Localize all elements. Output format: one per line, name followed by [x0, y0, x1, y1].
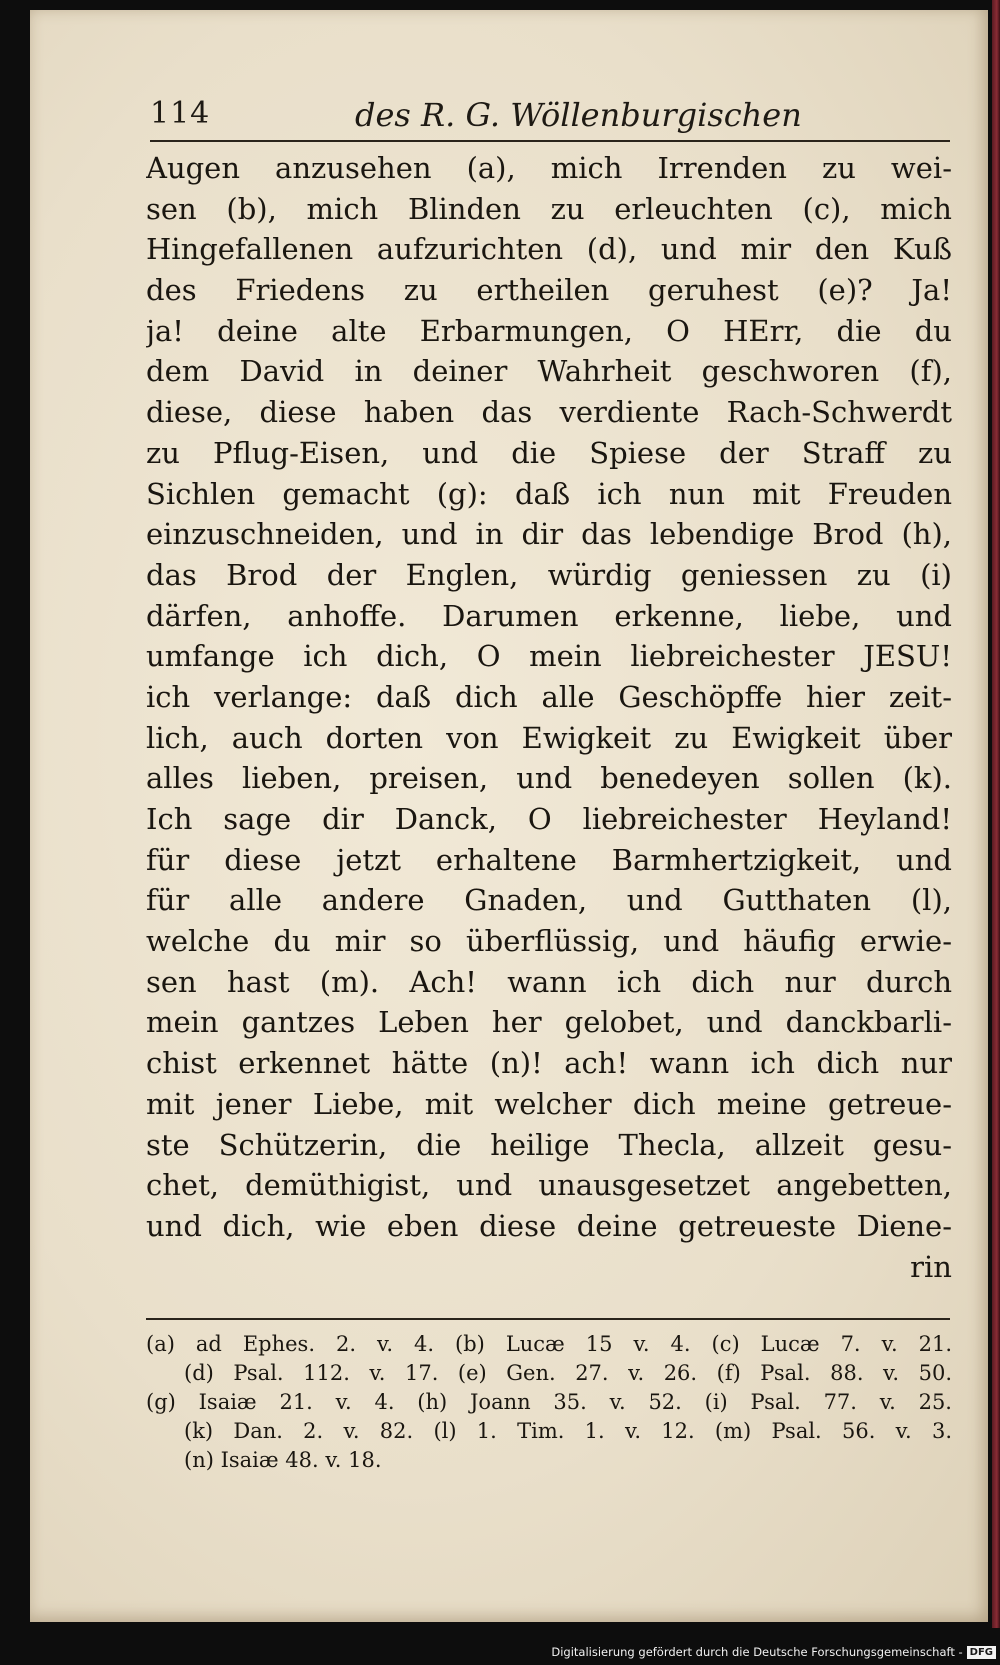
text-line: lich, auch dorten von Ewigkeit zu Ewigkeit über	[146, 720, 952, 755]
text-line: sen (b), mich Blinden zu erleuchten (c), mich	[146, 191, 952, 226]
text-line: einzuschneiden, und in dir das lebendige Brod (h),	[146, 517, 952, 552]
header-rule	[150, 140, 950, 142]
book-edge	[992, 0, 1000, 1628]
text-line: Ich sage dir Danck, O liebreichester Heyland!	[146, 802, 952, 836]
text-line: Sichlen gemacht (g): daß ich nun mit Freuden	[146, 476, 952, 511]
footnote-line: (k) Dan. 2. v. 82. (l) 1. Tim. 1. v. 12. (m) Psal. 56. v. 3.	[184, 1419, 952, 1443]
text-line: für diese jetzt erhaltene Barmhertzigkeit, und	[146, 842, 952, 877]
footnote-rule	[146, 1318, 950, 1320]
body-text	[146, 148, 952, 1287]
text-line: chist erkennet hätte (n)! ach! wann ich dich nur	[146, 1046, 952, 1081]
footnote-line: (n) Isaiæ 48. v. 18.	[184, 1448, 382, 1472]
text-line: alles lieben, preisen, und benedeyen sollen (k).	[146, 761, 952, 796]
text-line: des Friedens zu ertheilen geruhest (e)? Ja!	[146, 273, 952, 308]
text-line: ja! deine alte Erbarmungen, O HErr, die du	[146, 313, 952, 348]
page-number: 114	[150, 96, 211, 131]
page-header	[150, 96, 950, 140]
text-line: und dich, wie eben diese deine getreueste Diene-	[146, 1208, 952, 1243]
running-head: des R. G. Wöllenburgischen	[355, 96, 802, 134]
text-line: umfange ich dich, O mein liebreichester JESU!	[146, 639, 952, 674]
footnotes	[146, 1330, 952, 1475]
text-line: diese, diese haben das verdiente Rach-Schwerdt	[146, 395, 952, 430]
text-line: das Brod der Englen, würdig geniessen zu (i)	[146, 557, 952, 592]
footnote-line: (g) Isaiæ 21. v. 4. (h) Joann 35. v. 52. (i) Psal. 77. v. 25.	[146, 1390, 952, 1414]
text-line: Augen anzusehen (a), mich Irrenden zu wei-	[146, 151, 952, 185]
credit-text: Digitalisierung gefördert durch die Deutsche Forschungsgemeinschaft -	[551, 1645, 963, 1659]
text-line: dem David in deiner Wahrheit geschworen (f),	[146, 354, 952, 389]
text-line: für alle andere Gnaden, und Gutthaten (l),	[146, 883, 952, 918]
text-line: därfen, anhoffe. Darumen erkenne, liebe, und	[146, 598, 952, 633]
text-line: sen hast (m). Ach! wann ich dich nur durch	[146, 964, 952, 999]
text-line: mit jener Liebe, mit welcher dich meine getreue-	[146, 1086, 952, 1121]
text-line: mein gantzes Leben her gelobet, und danckbarli-	[146, 1005, 952, 1040]
text-line: ich verlange: daß dich alle Geschöpffe hier zeit-	[146, 679, 952, 714]
text-line: Hingefallenen aufzurichten (d), und mir den Kuß	[146, 232, 952, 267]
text-line: ste Schützerin, die heilige Thecla, allzeit gesu-	[146, 1127, 952, 1162]
text-line: zu Pflug-Eisen, und die Spiese der Straff zu	[146, 435, 952, 470]
footnote-line: (d) Psal. 112. v. 17. (e) Gen. 27. v. 26. (f) Psal. 88. v. 50.	[184, 1361, 952, 1385]
text-line: chet, demüthigist, und unausgesetzet angebetten,	[146, 1168, 952, 1203]
digitization-credit	[551, 1645, 996, 1659]
footnote-line: (a) ad Ephes. 2. v. 4. (b) Lucæ 15 v. 4. (c) Lucæ 7. v. 21.	[146, 1332, 952, 1356]
catchword: rin	[910, 1249, 952, 1284]
text-line: welche du mir so überflüssig, und häufig erwie-	[146, 924, 952, 959]
dfg-logo: DFG	[967, 1646, 996, 1659]
